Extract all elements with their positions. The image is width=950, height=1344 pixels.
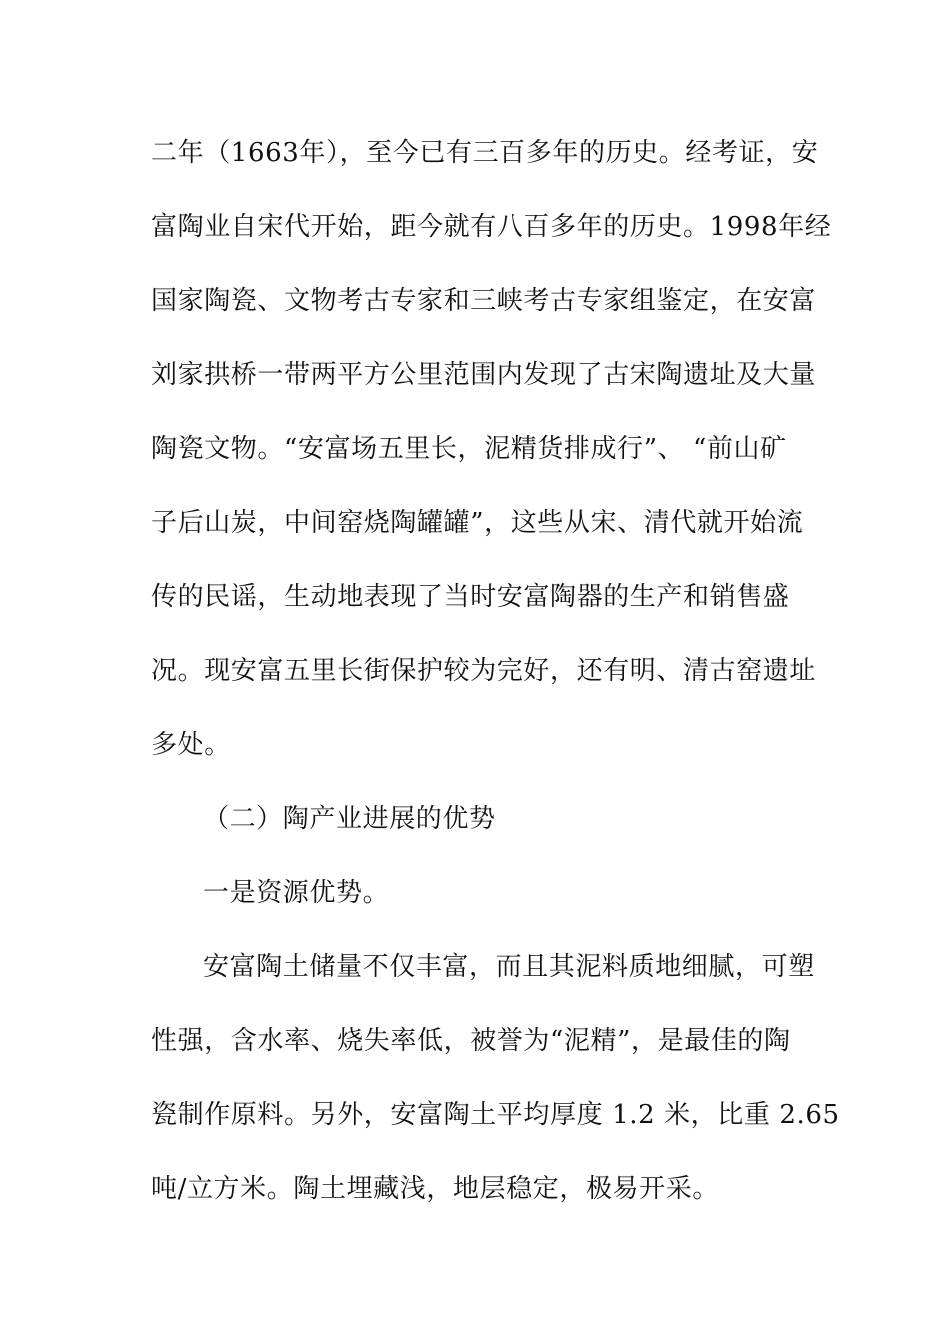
paragraph-line: 陶瓷文物。“安富场五里长，泥精货排成行”、 “前山矿 xyxy=(151,434,787,464)
paragraph-line: 刘家拱桥一带两平方公里范围内发现了古宋陶遗址及大量 xyxy=(151,360,817,390)
paragraph-line: 性强，含水率、烧失率低，被誉为“泥精”，是最佳的陶 xyxy=(151,1026,791,1056)
paragraph-line: 瓷制作原料。另外，安富陶土平均厚度 1.2 米，比重 2.65 xyxy=(151,1100,840,1130)
paragraph-line: 吨/立方米。陶土埋藏浅，地层稳定，极易开采。 xyxy=(151,1174,719,1204)
paragraph-line: 传的民谣，生动地表现了当时安富陶器的生产和销售盛 xyxy=(151,582,790,612)
paragraph-line: 国家陶瓷、文物考古专家和三峡考古专家组鉴定，在安富 xyxy=(151,286,817,316)
section-heading: （二）陶产业进展的优势 xyxy=(203,804,496,834)
paragraph-line: 二年（1663年），至今已有三百多年的历史。经考证，安 xyxy=(151,138,819,168)
paragraph-line: 安富陶土储量不仅丰富，而且其泥料质地细腻，可塑 xyxy=(203,952,815,982)
paragraph-line: 多处。 xyxy=(151,730,231,760)
subheading: 一是资源优势。 xyxy=(203,878,390,908)
paragraph-line: 子后山炭，中间窑烧陶罐罐”，这些从宋、清代就开始流 xyxy=(151,508,804,538)
paragraph-line: 富陶业自宋代开始，距今就有八百多年的历史。1998年经 xyxy=(151,212,832,242)
paragraph-line: 况。现安富五里长街保护较为完好，还有明、清古窑遗址 xyxy=(151,656,817,686)
